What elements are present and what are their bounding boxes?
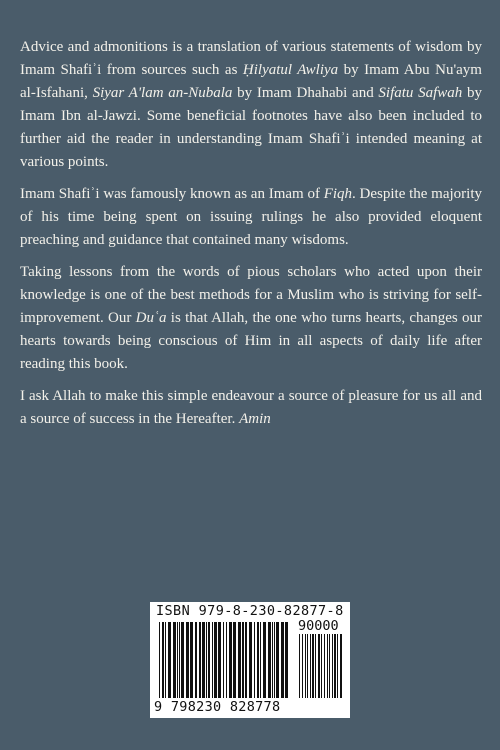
- barcode-bar: [299, 634, 300, 698]
- barcode-bars: [158, 622, 290, 698]
- barcode-bar: [190, 622, 193, 698]
- barcode-digits: 9 798230 828778: [154, 699, 281, 715]
- barcode-bar: [214, 622, 217, 698]
- barcode-bar: [329, 634, 330, 698]
- barcode-bar: [257, 622, 259, 698]
- barcode-bar: [179, 622, 180, 698]
- barcode-bar: [321, 634, 322, 698]
- barcode-bar: [260, 622, 261, 698]
- barcode-bar: [307, 634, 308, 698]
- barcode-bar: [223, 622, 224, 698]
- barcode-bar: [249, 622, 252, 698]
- barcode-bar: [245, 622, 247, 698]
- barcode-bar: [181, 622, 184, 698]
- barcode-bar: [281, 622, 284, 698]
- paragraph-2: Imam Shafiʾi was famously known as an Imam of Fiqh. Despite the majority of his time being spent on issuing rulings he also provided eloquent preaching and guidance that contained many wisdoms.: [20, 186, 482, 248]
- barcode-bar: [206, 622, 207, 698]
- barcode-bar: [272, 622, 273, 698]
- barcode-bar: [226, 622, 227, 698]
- barcode-bar: [274, 622, 275, 698]
- barcode-bar: [334, 634, 336, 698]
- barcode-bar: [254, 622, 255, 698]
- barcode-bar: [312, 634, 314, 698]
- barcode-bar: [186, 622, 189, 698]
- barcode-bar: [285, 622, 288, 698]
- barcode-bar: [332, 634, 333, 698]
- barcode-bar: [159, 622, 160, 698]
- barcode-bar: [302, 634, 303, 698]
- isbn-barcode: [150, 602, 350, 718]
- barcode-bar: [318, 634, 320, 698]
- barcode-bar: [324, 634, 325, 698]
- barcode-bar: [238, 622, 241, 698]
- barcode-bar: [212, 622, 213, 698]
- blurb-text: [20, 36, 482, 440]
- barcode-bar: [268, 622, 271, 698]
- barcode-bar: [340, 634, 342, 698]
- price-code: 90000: [298, 618, 339, 634]
- barcode-bar: [218, 622, 221, 698]
- barcode-bar: [173, 622, 176, 698]
- barcode-bar: [263, 622, 266, 698]
- paragraph-1: Advice and admonitions is a translation of various statements of wisdom by Imam Shafiʾi from sources such as Ḥilyatul Awliya by Imam Abu Nu'aym al-Isfahani, Siyar A'lam an-Nubala by Imam Dhahabi and Sifatu Safwah by Imam Ibn al-Jawzi. Some beneficial footnotes have also been included to further aid the reader in understanding Imam Shafiʾi intended meaning at various points.: [20, 39, 482, 170]
- paragraph-4: I ask Allah to make this simple endeavour a source of pleasure for us all and a source of success in the Hereafter. Amin: [20, 388, 482, 427]
- barcode-bar: [162, 622, 164, 698]
- barcode-bar: [337, 634, 338, 698]
- barcode-bar: [165, 622, 166, 698]
- barcode-bar: [327, 634, 328, 698]
- barcode-bar: [305, 634, 306, 698]
- addon-barcode-bars: [298, 634, 344, 698]
- isbn-text: ISBN 979-8-230-82877-8: [156, 603, 344, 619]
- barcode-bar: [233, 622, 236, 698]
- barcode-bar: [168, 622, 171, 698]
- barcode-bar: [310, 634, 311, 698]
- barcode-bar: [242, 622, 244, 698]
- barcode-bar: [202, 622, 205, 698]
- barcode-bar: [276, 622, 279, 698]
- barcode-bar: [199, 622, 201, 698]
- barcode-bar: [177, 622, 178, 698]
- barcode-bar: [195, 622, 197, 698]
- barcode-bar: [229, 622, 232, 698]
- barcode-bar: [315, 634, 316, 698]
- paragraph-3: Taking lessons from the words of pious scholars who acted upon their knowledge is one of the best methods for a Muslim who is striving for self-improvement. Our Duʿa is that Allah, the one who turns hearts, changes our hearts towards being conscious of Him in all aspects of daily life after reading this book.: [20, 264, 482, 372]
- barcode-bar: [208, 622, 210, 698]
